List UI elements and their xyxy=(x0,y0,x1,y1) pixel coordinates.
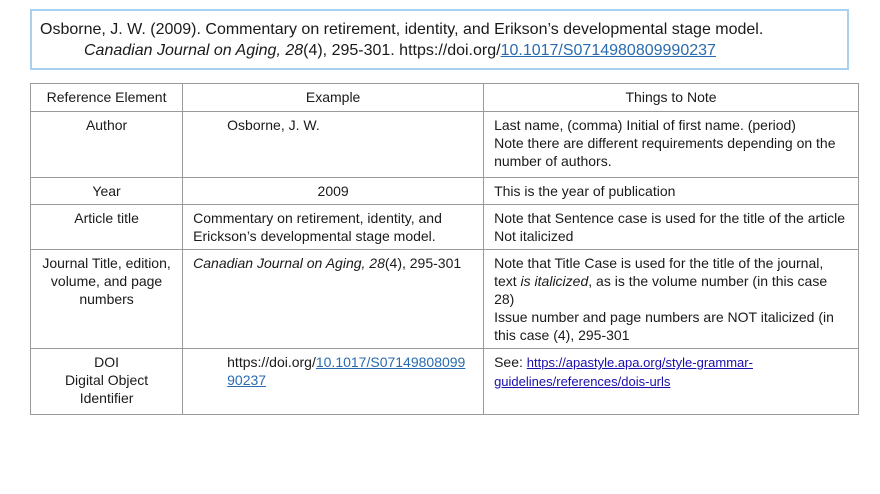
reference-table xyxy=(30,83,859,415)
journal-example-rest: (4), 295-301 xyxy=(384,255,462,271)
author-note-line-2: Note there are different requirements depending on the number of authors. xyxy=(494,135,836,169)
journal-example-italic: Canadian Journal on Aging, 28 xyxy=(193,255,385,271)
doi-element-line-3: Identifier xyxy=(79,390,134,406)
article-title-element: Article title xyxy=(31,205,183,250)
article-title-note xyxy=(484,205,859,250)
article-title-note-line-1: Note that Sentence case is used for the title of the article xyxy=(494,210,846,226)
journal-note-part-1: Note that Title Case is used for the title of the journal, text xyxy=(494,255,824,289)
table-row-doi xyxy=(31,349,859,415)
doi-element xyxy=(31,349,183,415)
table-row-article-title xyxy=(31,205,859,250)
journal-example xyxy=(183,250,484,349)
journal-note-italic: is italicized xyxy=(520,273,589,289)
table-row-year xyxy=(31,178,859,205)
doi-note xyxy=(484,349,859,415)
apa-doi-guidelines-link[interactable]: https://apastyle.apa.org/style-grammar-guidelines/references/dois-urls xyxy=(494,355,753,389)
doi-example xyxy=(183,349,484,415)
table-row-journal xyxy=(31,250,859,349)
doi-example-link[interactable]: 10.1017/S0714980809990237 xyxy=(227,354,466,388)
author-note-line-1: Last name, (comma) Initial of first name. (period) xyxy=(494,117,796,133)
year-note: This is the year of publication xyxy=(484,178,859,205)
citation-authors-title: Osborne, J. W. (2009). Commentary on retirement, identity, and Erikson’s developmental stage model. xyxy=(40,21,764,38)
article-title-note-line-2: Not italicized xyxy=(494,228,574,244)
doi-element-line-2: Digital Object xyxy=(64,372,149,388)
journal-note xyxy=(484,250,859,349)
author-note xyxy=(484,112,859,178)
table-header-row xyxy=(31,84,859,112)
year-element: Year xyxy=(31,178,183,205)
header-things-to-note: Things to Note xyxy=(484,84,859,112)
citation-line-2 xyxy=(40,40,837,61)
journal-note-line-2: Issue number and page numbers are NOT italicized (in this case (4), 295-301 xyxy=(494,309,834,343)
doi-example-prefix: https://doi.org/ xyxy=(227,354,316,370)
article-title-example: Commentary on retirement, identity, and Erickson’s developmental stage model. xyxy=(183,205,484,250)
author-example: Osborne, J. W. xyxy=(183,112,484,178)
header-example: Example xyxy=(183,84,484,112)
citation-doi-link[interactable]: 10.1017/S0714980809990237 xyxy=(500,42,716,59)
journal-note-part-2: , as is the volume number (in this case 28) xyxy=(494,273,828,307)
table-row-author xyxy=(31,112,859,178)
journal-note-line-1 xyxy=(494,254,848,308)
header-reference-element: Reference Element xyxy=(31,84,183,112)
journal-element: Journal Title, edition, volume, and page numbers xyxy=(31,250,183,349)
citation-line-1 xyxy=(40,19,837,40)
citation-box xyxy=(30,9,849,70)
doi-element-line-1: DOI xyxy=(94,354,120,370)
citation-journal: Canadian Journal on Aging, 28 xyxy=(84,42,304,59)
doi-note-prefix: See: xyxy=(494,354,527,370)
author-element: Author xyxy=(31,112,183,178)
citation-issue-pages: (4), 295-301. https://doi.org/ xyxy=(303,42,501,59)
year-example: 2009 xyxy=(183,178,484,205)
